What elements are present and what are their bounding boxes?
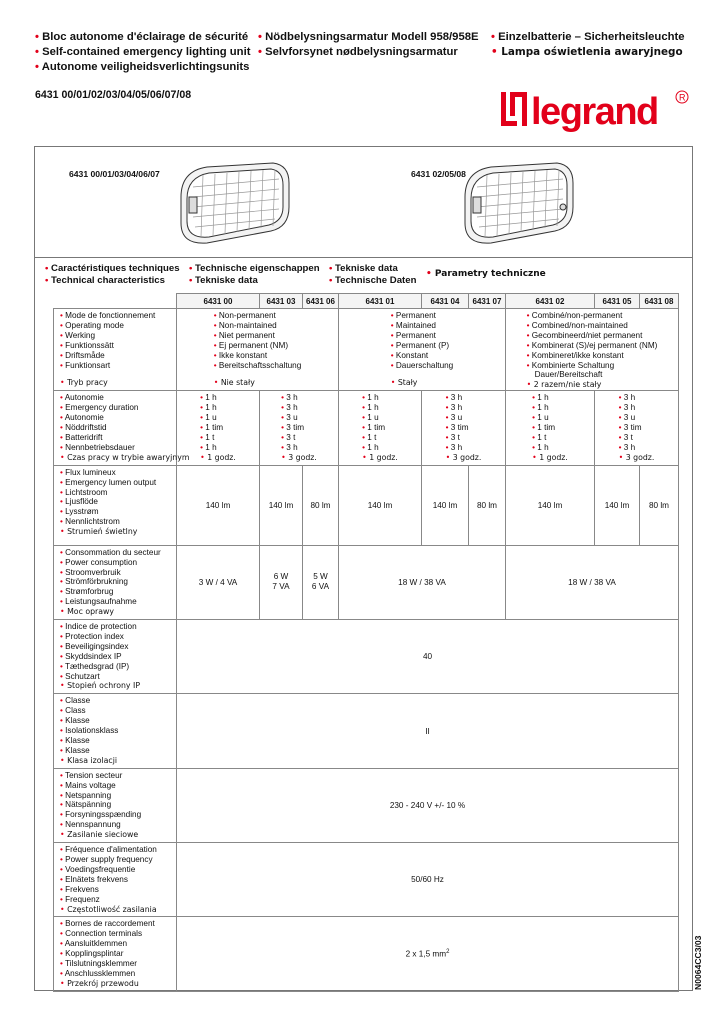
header-title-se: Nödbelysningsarmatur Modell 958/958E bbox=[265, 31, 479, 43]
autonomy-value: 3 tim bbox=[450, 423, 469, 433]
label-line: Nennlichtstrom bbox=[65, 517, 120, 527]
power-value: 3 W / 4 VA bbox=[177, 545, 260, 619]
label-line: Indice de protection bbox=[65, 622, 137, 632]
autonomy-value: 1 u bbox=[537, 413, 549, 423]
label-line: Anschlussklemmen bbox=[64, 968, 136, 978]
mode-value: Ej permanent (NM) bbox=[218, 340, 289, 350]
autonomy-value: 3 u bbox=[286, 413, 298, 423]
power-value bbox=[303, 545, 339, 619]
autonomy-value: 3 h bbox=[623, 442, 636, 452]
subheader-col3: • Tekniske data • Technische Daten bbox=[329, 263, 417, 286]
power-value: 18 W / 38 VA bbox=[506, 545, 679, 619]
label-line: Elnätets frekvens bbox=[65, 874, 128, 884]
label-line: Class bbox=[65, 706, 86, 716]
column-header: 6431 01 bbox=[339, 294, 422, 309]
mode-value-pl: 2 razem/nie stały bbox=[533, 380, 602, 390]
label-line: Lichtstroom bbox=[65, 487, 108, 497]
row-lumen bbox=[54, 465, 679, 545]
autonomy-value: 1 h bbox=[367, 403, 379, 413]
label-line: Isolationsklass bbox=[65, 726, 119, 736]
label-line: Frequenz bbox=[65, 894, 100, 904]
label-line: Batteridrift bbox=[65, 432, 103, 442]
mode-group1: • Non-permanent • Non-maintained • Niet permanent • Ej permanent (NM) • Ikke konstant • Bereitschaftsschaltung • Nie stały bbox=[177, 309, 339, 391]
legrand-logo bbox=[501, 86, 691, 132]
mode-value: Maintained bbox=[395, 320, 436, 330]
image-left-label: 6431 00/01/03/04/06/07 bbox=[69, 169, 160, 179]
row-frequency bbox=[54, 843, 679, 917]
label-line-pl: Przekrój przewodu bbox=[67, 978, 139, 988]
label-line: Strømforbrug bbox=[65, 587, 114, 597]
label-line: Connection terminals bbox=[65, 929, 143, 939]
lumen-value: 140 lm bbox=[595, 465, 640, 545]
mode-value: Konstant bbox=[395, 350, 429, 360]
lumen-value: 140 lm bbox=[177, 465, 260, 545]
autonomy-value: 1 t bbox=[205, 432, 215, 442]
row-label-mode: • Mode de fonctionnement • Operating mode • Werking • Funktionssätt • Driftsmåde • Funktionsart • Tryb pracy bbox=[54, 309, 177, 391]
subheader-en: Technical characteristics bbox=[51, 275, 165, 286]
label-line: Beveiligingsindex bbox=[65, 641, 129, 651]
row-voltage bbox=[54, 768, 679, 842]
mode-value: Kombineret/ikke konstant bbox=[531, 350, 624, 360]
label-line: Aansluitklemmen bbox=[64, 939, 128, 949]
label-line: Emergency duration bbox=[65, 403, 139, 413]
label-line: Power supply frequency bbox=[65, 854, 153, 864]
autonomy-value: 1 h bbox=[205, 442, 217, 452]
reference-numbers: 6431 00/01/02/03/04/05/06/07/08 bbox=[35, 89, 192, 101]
autonomy-value: 1 h bbox=[537, 442, 549, 452]
subheader-nl: Technische eigenschappen bbox=[195, 263, 320, 274]
document-code: N0064CC3/03 bbox=[693, 935, 703, 990]
row-label-ip: • Indice de protection • Protection index • Beveiligingsindex • Skyddsindex IP • Tæthedsgrad (IP) • Schutzart • Stopień ochrony IP bbox=[54, 620, 177, 694]
autonomy-value: 1 tim bbox=[205, 423, 224, 433]
subheader-col1: • Caractéristiques techniques • Technical characteristics bbox=[45, 263, 180, 286]
power-line: 7 VA bbox=[272, 582, 290, 592]
lumen-value: 140 lm bbox=[339, 465, 422, 545]
column-header: 6431 08 bbox=[640, 294, 679, 309]
mode-value: Niet permanent bbox=[218, 330, 275, 340]
subheader-de: Technische Daten bbox=[335, 275, 417, 286]
autonomy-value: 1 h bbox=[367, 442, 379, 452]
header-title-en: Self-contained emergency lighting unit bbox=[42, 46, 251, 58]
autonomy-3h-a: • 3 h • 3 h • 3 u • 3 tim • 3 t • 3 h • 3 godz. bbox=[260, 391, 339, 465]
label-line: Driftsmåde bbox=[65, 350, 105, 360]
autonomy-value: 3 t bbox=[450, 432, 460, 442]
header-col3: • Einzelbatterie – Sicherheitsleuchte • Lampa oświetlenia awaryjnego bbox=[491, 31, 685, 58]
power-line: 6 W bbox=[273, 572, 289, 582]
mode-value: Permanent bbox=[395, 311, 436, 320]
row-terminals bbox=[54, 917, 679, 991]
column-header: 6431 07 bbox=[469, 294, 506, 309]
label-line: Flux lumineux bbox=[65, 467, 116, 477]
label-line: Nennspannung bbox=[65, 820, 121, 830]
label-line-pl: Czas pracy w trybie awaryjnym bbox=[67, 452, 190, 462]
autonomy-3h-c: • 3 h • 3 h • 3 u • 3 tim • 3 t • 3 h • 3 godz. bbox=[595, 391, 679, 465]
subheader-dk: Tekniske data bbox=[335, 263, 398, 274]
header-col2: • Nödbelysningsarmatur Modell 958/958E • Selvforsynet nødbelysningsarmatur bbox=[258, 31, 479, 58]
label-line-pl: Strumień świetlny bbox=[67, 527, 138, 537]
row-label-lumen: • Flux lumineux • Emergency lumen output • Lichtstroom • Ljusflöde • Lysstrøm • Nennlichtstrom • Strumień świetlny bbox=[54, 465, 177, 545]
subheader-col2: • Technische eigenschappen • Tekniske data bbox=[189, 263, 320, 286]
label-line: Nennbetriebsdauer bbox=[65, 442, 135, 452]
power-line: 5 W bbox=[313, 572, 328, 582]
label-line: Strömförbrukning bbox=[65, 577, 128, 587]
label-line: Bornes de raccordement bbox=[65, 919, 155, 929]
autonomy-value: 3 h bbox=[623, 393, 636, 403]
mode-group3: • Combiné/non-permanent • Combined/non-maintained • Gecombineerd/niet permanent • Kombinerat (S)/ej permanent (NM) • Kombineret/ikke konstant • Kombinierte Schaltung Dauer/Bereitschaft • 2 razem/nie stały bbox=[506, 309, 679, 391]
mode-value: Permanent (P) bbox=[395, 340, 450, 350]
product-images bbox=[35, 147, 692, 258]
label-line-pl: Tryb pracy bbox=[67, 378, 108, 388]
label-line: Tension secteur bbox=[65, 770, 123, 780]
label-line: Voedingsfrequentie bbox=[65, 864, 136, 874]
label-line: Consommation du secteur bbox=[65, 547, 161, 557]
header-title-pl: Lampa oświetlenia awaryjnego bbox=[501, 46, 683, 58]
mode-value: Dauerschaltung bbox=[395, 360, 454, 370]
label-line-pl: Zasilanie sieciowe bbox=[67, 830, 139, 840]
label-line: Mains voltage bbox=[65, 780, 116, 790]
autonomy-value: 3 h bbox=[286, 442, 298, 452]
lumen-value: 80 lm bbox=[469, 465, 506, 545]
label-line-pl: Stopień ochrony IP bbox=[67, 681, 141, 691]
row-label-autonomy: • Autonomie • Emergency duration • Autonomie • Nöddriftstid • Batteridrift • Nennbetriebsdauer • Czas pracy w trybie awaryjnym bbox=[54, 391, 177, 465]
column-header: 6431 05 bbox=[595, 294, 640, 309]
autonomy-value: 3 u bbox=[623, 413, 636, 423]
row-ip bbox=[54, 620, 679, 694]
autonomy-1h-a: • 1 h • 1 h • 1 u • 1 tim • 1 t • 1 h • 1 godz. bbox=[177, 391, 260, 465]
header-title-nl: Autonome veiligheidsverlichtingsunits bbox=[41, 61, 250, 73]
header-title-dk: Selvforsynet nødbelysningsarmatur bbox=[265, 46, 458, 58]
autonomy-value: 1 tim bbox=[537, 423, 556, 433]
row-label-power: • Consommation du secteur • Power consumption • Stroomverbruik • Strömförbrukning • Strømforbrug • Leistungsaufnahme • Moc oprawy bbox=[54, 545, 177, 619]
label-line: Emergency lumen output bbox=[65, 477, 157, 487]
row-label-class: • Classe • Class • Klasse • Isolationsklass • Klasse • Klasse • Klasa izolacji bbox=[54, 694, 177, 768]
column-header: 6431 03 bbox=[260, 294, 303, 309]
mode-group2: • Permanent • Maintained • Permanent • Permanent (P) • Konstant • Dauerschaltung • Stały bbox=[339, 309, 506, 391]
table-header-row bbox=[54, 294, 679, 309]
row-label-voltage: • Tension secteur • Mains voltage • Netspanning • Nätspänning • Forsyningsspænding • Nennspannung • Zasilanie sieciowe bbox=[54, 768, 177, 842]
header-col1: • Bloc autonome d'éclairage de sécurité • Self-contained emergency lighting unit • Autonome veiligheidsverlichtingsunits bbox=[35, 31, 251, 73]
row-class bbox=[54, 694, 679, 768]
lumen-value: 140 lm bbox=[422, 465, 469, 545]
autonomy-value: 1 u bbox=[205, 413, 217, 423]
mode-value: Combiné/non-permanent bbox=[531, 311, 623, 320]
spec-table bbox=[53, 293, 679, 992]
autonomy-1h-b: • 1 h • 1 h • 1 u • 1 tim • 1 t • 1 h • 1 godz. bbox=[339, 391, 422, 465]
autonomy-value-pl: 3 godz. bbox=[288, 452, 317, 462]
power-value: 18 W / 38 VA bbox=[339, 545, 506, 619]
row-label-frequency: • Fréquence d'alimentation • Power supply frequency • Voedingsfrequentie • Elnätets frekvens • Frekvens • Frequenz • Częstotliwość zasilania bbox=[54, 843, 177, 917]
label-line: Leistungsaufnahme bbox=[65, 597, 137, 607]
label-line: Schutzart bbox=[65, 671, 100, 681]
mode-value: Kombinerat (S)/ej permanent (NM) bbox=[531, 340, 658, 350]
autonomy-value: 3 u bbox=[450, 413, 463, 423]
row-operating-mode bbox=[54, 309, 679, 391]
ip-value: 40 bbox=[177, 620, 679, 694]
label-line: Mode de fonctionnement bbox=[65, 311, 156, 320]
autonomy-value: 3 t bbox=[286, 432, 296, 442]
autonomy-3h-b: • 3 h • 3 h • 3 u • 3 tim • 3 t • 3 h • 3 godz. bbox=[422, 391, 506, 465]
label-line: Nöddriftstid bbox=[65, 423, 107, 433]
label-line: Nätspänning bbox=[65, 800, 112, 810]
autonomy-value: 1 h bbox=[537, 393, 549, 403]
row-power bbox=[54, 545, 679, 619]
mode-value-pl: Nie stały bbox=[220, 378, 255, 388]
label-line: Tæthedsgrad (IP) bbox=[65, 661, 130, 671]
label-line-pl: Klasa izolacji bbox=[67, 755, 118, 765]
autonomy-value: 1 h bbox=[205, 393, 217, 403]
autonomy-value-pl: 3 godz. bbox=[452, 452, 482, 462]
mode-value: Gecombineerd/niet permanent bbox=[531, 330, 643, 340]
header-title-fr: Bloc autonome d'éclairage de sécurité bbox=[42, 31, 249, 43]
lumen-value: 140 lm bbox=[506, 465, 595, 545]
power-line: 6 VA bbox=[311, 582, 330, 592]
subheader-pl: Parametry techniczne bbox=[434, 269, 546, 279]
label-line: Klasse bbox=[65, 716, 90, 726]
label-line-pl: Moc oprawy bbox=[67, 607, 115, 617]
column-header: 6431 04 bbox=[422, 294, 469, 309]
label-line: Funktionssätt bbox=[65, 340, 114, 350]
row-autonomy bbox=[54, 391, 679, 465]
mode-value: Kombinierte Schaltung bbox=[531, 360, 615, 370]
mode-value: Non-permanent bbox=[218, 311, 276, 320]
terminals-sup: 2 bbox=[446, 949, 450, 956]
label-line: Fréquence d'alimentation bbox=[65, 845, 157, 855]
autonomy-value: 1 h bbox=[537, 403, 549, 413]
label-line: Autonomie bbox=[64, 413, 104, 423]
autonomy-value-pl: 1 godz. bbox=[539, 452, 568, 462]
autonomy-value: 3 h bbox=[286, 403, 298, 413]
autonomy-value: 3 tim bbox=[286, 423, 305, 433]
label-line: Netspanning bbox=[65, 790, 112, 800]
lumen-value: 140 lm bbox=[260, 465, 303, 545]
label-line: Klasse bbox=[65, 745, 90, 755]
header-title-de: Einzelbatterie – Sicherheitsleuchte bbox=[498, 31, 685, 43]
autonomy-value: 3 tim bbox=[623, 423, 642, 433]
power-value bbox=[260, 545, 303, 619]
column-header: 6431 06 bbox=[303, 294, 339, 309]
frequency-value: 50/60 Hz bbox=[177, 843, 679, 917]
blank-header-cell bbox=[54, 294, 177, 309]
autonomy-value: 3 h bbox=[450, 403, 463, 413]
mode-value: Combined/non-maintained bbox=[531, 320, 628, 330]
mode-value: Non-maintained bbox=[218, 320, 277, 330]
label-line: Classe bbox=[65, 696, 91, 706]
terminals-value bbox=[177, 917, 679, 991]
lamp-image-right bbox=[459, 157, 579, 251]
label-line: Ljusflöde bbox=[65, 497, 98, 507]
autonomy-value: 1 h bbox=[205, 403, 217, 413]
row-label-terminals: • Bornes de raccordement • Connection terminals • Aansluitklemmen • Kopplingsplintar • Tilslutningsklemmer • Anschlussklemmen • Przekrój przewodu bbox=[54, 917, 177, 991]
class-value: II bbox=[177, 694, 679, 768]
autonomy-value: 3 h bbox=[450, 442, 463, 452]
label-line: Frekvens bbox=[65, 884, 99, 894]
label-line: Lysstrøm bbox=[65, 507, 99, 517]
autonomy-value: 1 u bbox=[367, 413, 379, 423]
label-line: Stroomverbruik bbox=[65, 567, 121, 577]
label-line: Forsyningsspænding bbox=[65, 810, 142, 820]
autonomy-value: 3 h bbox=[450, 393, 463, 403]
subheader-col4: • Parametry techniczne bbox=[426, 269, 546, 279]
mode-value: Bereitschaftsschaltung bbox=[218, 360, 302, 370]
label-line: Werking bbox=[65, 330, 96, 340]
autonomy-value: 3 t bbox=[623, 432, 633, 442]
svg-text:R: R bbox=[679, 92, 686, 103]
mode-value: Dauer/Bereitschaft bbox=[534, 370, 603, 380]
mode-value-pl: Stały bbox=[397, 378, 418, 388]
column-header: 6431 02 bbox=[506, 294, 595, 309]
autonomy-value: 3 h bbox=[623, 403, 636, 413]
autonomy-value-pl: 3 godz. bbox=[625, 452, 655, 462]
subheader-fr: Caractéristiques techniques bbox=[51, 263, 180, 274]
label-line: Autonomie bbox=[64, 393, 104, 403]
mode-value: Ikke konstant bbox=[218, 350, 268, 360]
label-line: Klasse bbox=[65, 736, 90, 745]
autonomy-value: 1 t bbox=[537, 432, 547, 442]
label-line-pl: Częstotliwość zasilania bbox=[67, 904, 157, 914]
autonomy-value: 3 h bbox=[286, 393, 298, 403]
autonomy-value: 1 tim bbox=[367, 423, 386, 433]
label-line: Operating mode bbox=[65, 320, 124, 330]
autonomy-value-pl: 1 godz. bbox=[207, 452, 236, 462]
lumen-value: 80 lm bbox=[303, 465, 339, 545]
mode-value: Permanent bbox=[395, 330, 436, 340]
label-line: Tilslutningsklemmer bbox=[65, 959, 138, 969]
voltage-value: 230 - 240 V +/- 10 % bbox=[177, 768, 679, 842]
label-line: Kopplingsplintar bbox=[65, 949, 124, 959]
label-line: Funktionsart bbox=[65, 360, 111, 370]
autonomy-1h-c: • 1 h • 1 h • 1 u • 1 tim • 1 t • 1 h • 1 godz. bbox=[506, 391, 595, 465]
column-header: 6431 00 bbox=[177, 294, 260, 309]
label-line: Power consumption bbox=[65, 557, 138, 567]
lumen-value: 80 lm bbox=[640, 465, 679, 545]
label-line: Skyddsindex IP bbox=[65, 651, 122, 661]
lamp-image-left bbox=[175, 157, 295, 251]
svg-text:legrand: legrand bbox=[531, 91, 658, 132]
label-line: Protection index bbox=[65, 631, 124, 641]
subheader-se: Tekniske data bbox=[195, 275, 258, 286]
image-right-label: 6431 02/05/08 bbox=[411, 169, 466, 179]
autonomy-value: 1 h bbox=[367, 393, 379, 403]
autonomy-value: 1 t bbox=[367, 432, 377, 442]
terminals-text: 2 x 1,5 mm bbox=[405, 949, 447, 959]
autonomy-value-pl: 1 godz. bbox=[369, 452, 398, 462]
